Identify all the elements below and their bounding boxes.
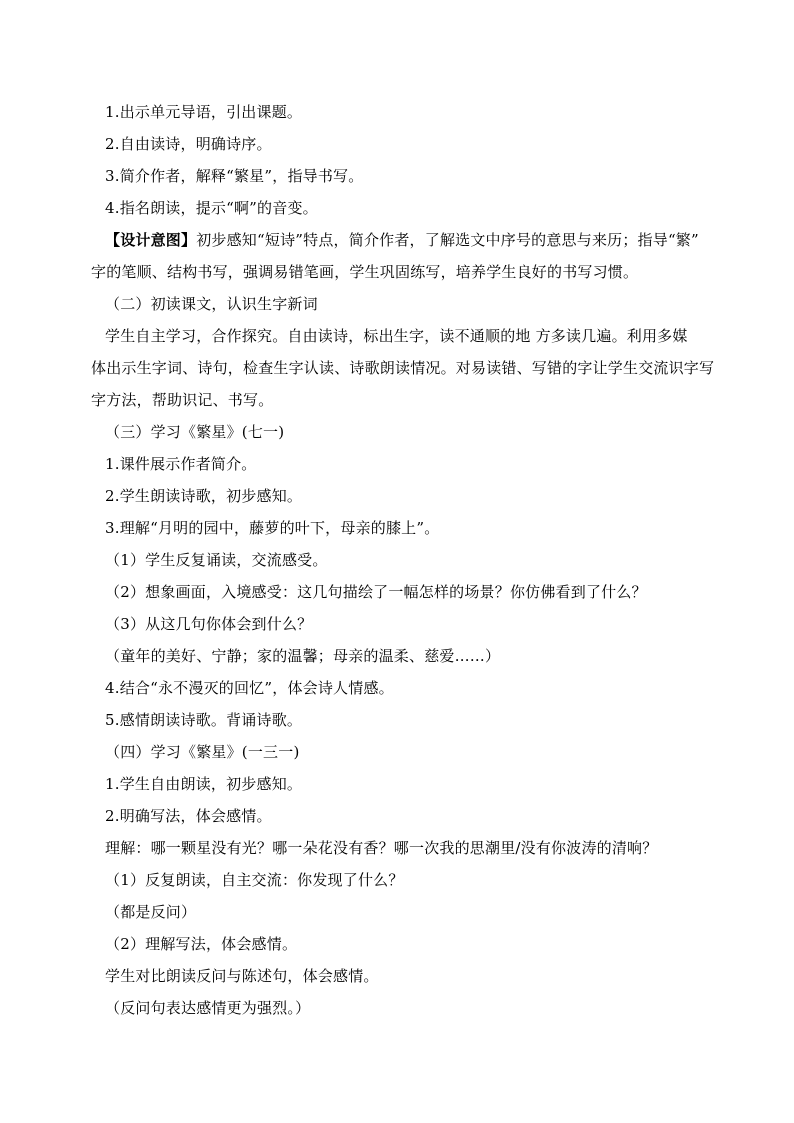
design-intent-text: 初步感知“短诗”特点，简介作者，了解选文中序号的意思与来历；指导“繁”: [196, 231, 699, 249]
section3-line-3: 3.理解“月明的园中，藤萝的叶下，母亲的膝上”。: [105, 519, 440, 537]
section4-understanding: 理解：哪一颗星没有光？哪一朵花没有香？哪一次我的思潮里/没有你波涛的清响？: [105, 839, 658, 857]
step-line-3: 3.简介作者，解释“繁星”，指导书写。: [105, 167, 364, 185]
section4-line-4: （都是反问）: [105, 903, 197, 921]
design-intent-line-2: 字的笔顺、结构书写，强调易错笔画，学生巩固练写，培养学生良好的书写习惯。: [91, 263, 639, 281]
section3-line-7: （童年的美好、宁静；家的温馨；母亲的温柔、慈爱……）: [105, 647, 501, 665]
section4-title: （四）学习《繁星》(一三一): [105, 743, 300, 761]
section4-line-7: （反问句表达感情更为强烈。）: [105, 999, 311, 1017]
section3-line-5: （2）想象画面，入境感受：这几句描绘了一幅怎样的场景？你仿佛看到了什么？: [105, 583, 647, 601]
section2-title: （二）初读课文，认识生字新词: [105, 295, 318, 313]
section3-line-4: （1）学生反复诵读，交流感受。: [105, 551, 328, 569]
section3-line-8: 4.结合“永不漫灭的回忆”，体会诗人情感。: [105, 679, 394, 697]
section3-line-6: （3）从这几句你体会到什么？: [105, 615, 313, 633]
section3-title: （三）学习《繁星》(七一): [105, 423, 285, 441]
section2-para-line-1: 学生自主学习，合作探究。自由读诗，标出生字，读不通顺的地 方多读几遍。利用多媒: [105, 327, 688, 345]
section4-line-6: 学生对比朗读反问与陈述句，体会感情。: [105, 967, 379, 985]
step-line-4: 4.指名朗读，提示“啊”的音变。: [105, 199, 318, 217]
section4-line-5: （2）理解写法，体会感情。: [105, 935, 298, 953]
design-intent-line-1: [105, 230, 725, 250]
section2-para-line-3: 字方法，帮助识记、书写。: [91, 391, 274, 409]
step-line-1: 1.出示单元导语，引出课题。: [105, 103, 303, 121]
section4-line-1: 1.学生自由朗读，初步感知。: [105, 775, 303, 793]
step-line-2: 2.自由读诗，明确诗序。: [105, 135, 272, 153]
section2-para-line-2: 体出示生字词、诗句，检查生字认读、诗歌朗读情况。对易读错、写错的字让学生交流识字写: [91, 359, 715, 377]
section3-line-2: 2.学生朗读诗歌，初步感知。: [105, 487, 303, 505]
section3-line-1: 1.课件展示作者简介。: [105, 455, 257, 473]
design-intent-label: 【设计意图】: [105, 231, 197, 249]
section4-line-3: （1）反复朗读，自主交流：你发现了什么？: [105, 871, 404, 889]
section3-line-9: 5.感情朗读诗歌。背诵诗歌。: [105, 711, 303, 729]
section4-line-2: 2.明确写法，体会感情。: [105, 807, 272, 825]
